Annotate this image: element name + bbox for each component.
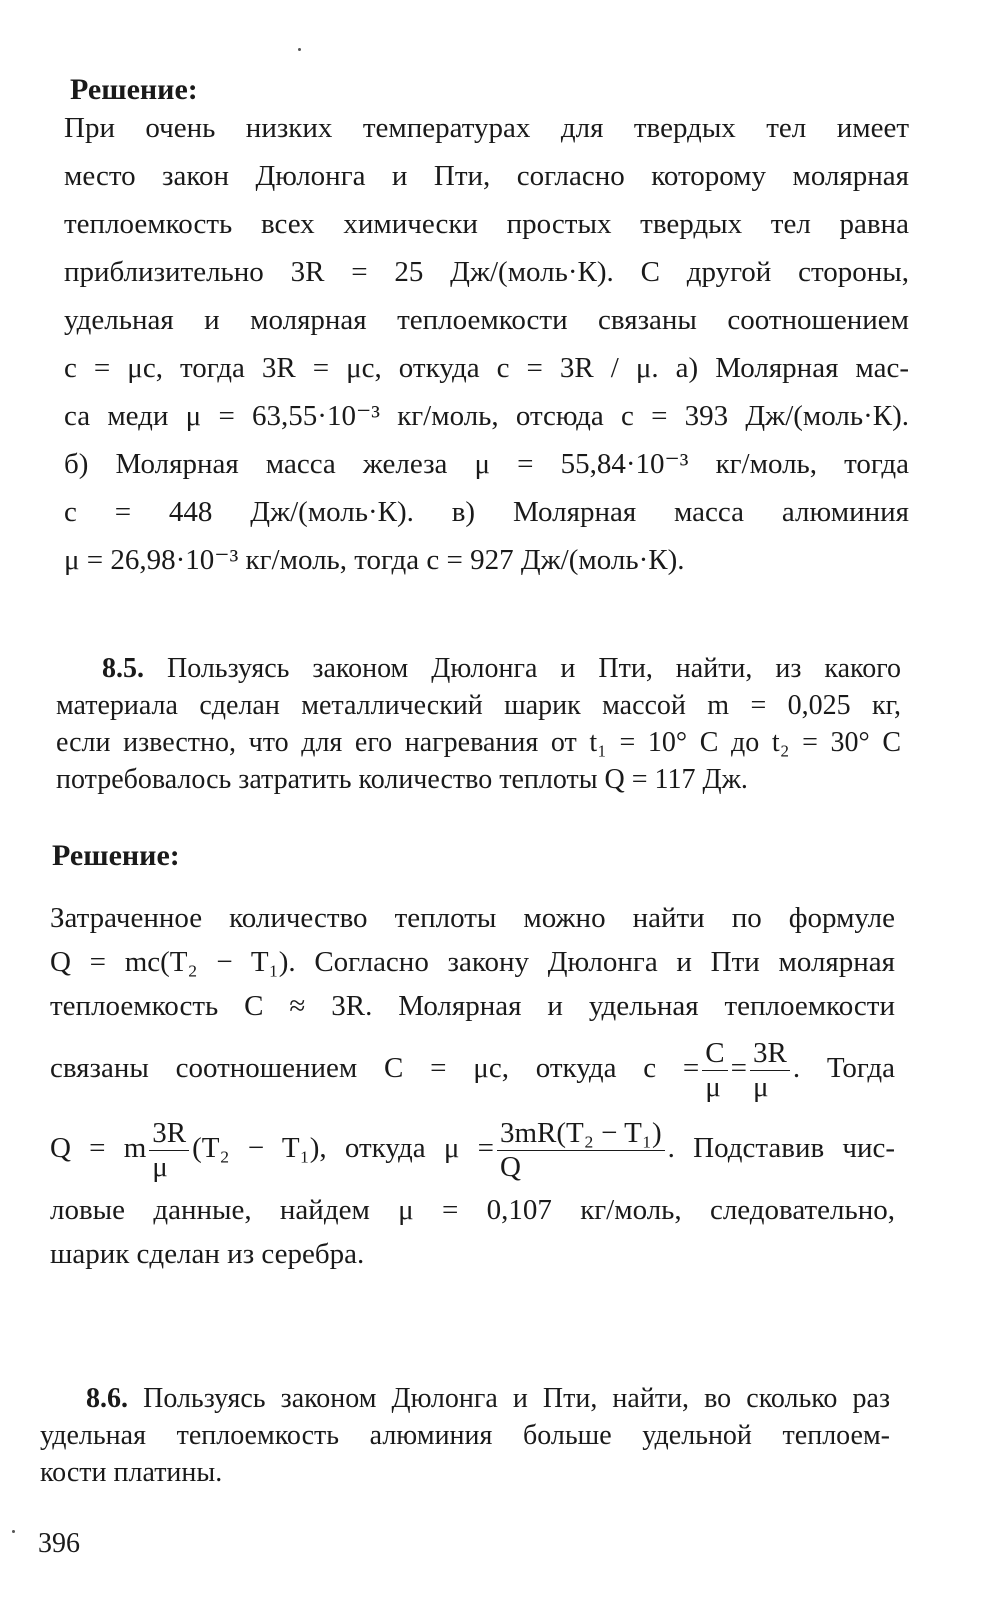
text-line: удельная и молярная теплоемкости связаны соотношением (64, 304, 909, 336)
text-line: удельная теплоемкость алюминия больше удельной теплоем- (40, 1420, 890, 1451)
speck (298, 48, 301, 51)
page-number: 396 (38, 1528, 80, 1559)
text-line: связаны соотношением C = μc, откуда c = $\frac{C}{\mu}$ = $\frac{3R}{\mu}$ . Тогда (50, 1036, 895, 1103)
fraction: $\frac{C}{\mu}$ (702, 1037, 727, 1105)
text-line: c = 448 Дж/(моль·К). в) Молярная масса алюминия (64, 496, 909, 528)
text-line: потребовалось затратить количество теплоты Q = 117 Дж. (56, 764, 748, 795)
text-line: Затраченное количество теплоты можно найти по формуле (50, 902, 895, 934)
solution-text (50, 896, 895, 1276)
text-line: ловые данные, найдем μ = 0,107 кг/моль, следовательно, (50, 1194, 895, 1226)
text-line: c = μc, тогда 3R = μc, откуда c = 3R / μ. а) Молярная мас- (64, 352, 909, 384)
text-line: теплоемкость C ≈ 3R. Молярная и удельная теплоемкости (50, 990, 895, 1022)
speck (12, 1530, 15, 1533)
solution-heading: Решение: (52, 839, 180, 872)
problem-number: 8.5. (102, 653, 144, 684)
text-line: место закон Дюлонга и Пти, согласно которому молярная (64, 160, 909, 192)
text-line: Q = mc(T₂ − T₁). Согласно закону Дюлонга и Пти молярная (50, 946, 895, 978)
text-line: μ = 26,98·10⁻³ кг/моль, тогда c = 927 Дж/(моль·К). (64, 544, 685, 576)
text-line: При очень низких температурах для твердых тел имеет (64, 112, 909, 144)
problem-number: 8.6. (86, 1383, 128, 1414)
fraction: $\frac{\text{3mR(T₂ − T₁)}}{Q}$ (497, 1117, 665, 1185)
text-line: приблизительно 3R = 25 Дж/(моль·К). С другой стороны, (64, 256, 909, 288)
text-line: шарик сделан из серебра. (50, 1238, 365, 1270)
text-line: са меди μ = 63,55·10⁻³ кг/моль, отсюда c = 393 Дж/(моль·К). (64, 400, 909, 432)
solution-heading: Решение: (70, 73, 198, 106)
text-line: Q = m $\frac{3R}{\mu}$ (T₂ − T₁), откуда μ = $\frac{\text{3mR(T₂ − T₁)}}{Q}$ . Подставив чис- (50, 1116, 895, 1183)
text-line: 8.5. Пользуясь законом Дюлонга и Пти, найти, из какого (102, 653, 901, 684)
text-line: б) Молярная масса железа μ = 55,84·10⁻³ кг/моль, тогда (64, 448, 909, 480)
solution-text (64, 104, 909, 584)
text-line: теплоемкость всех химически простых твердых тел равна (64, 208, 909, 240)
text-line: 8.6. Пользуясь законом Дюлонга и Пти, найти, во сколько раз (86, 1383, 890, 1414)
text-line: кости платины. (40, 1457, 223, 1488)
text-line: если известно, что для его нагревания от t₁ = 10° С до t₂ = 30° С (56, 727, 901, 758)
fraction: $\frac{3R}{\mu}$ (149, 1117, 189, 1185)
fraction: $\frac{3R}{\mu}$ (750, 1037, 790, 1105)
problem-8-6 (40, 1380, 890, 1491)
text-line: материала сделан металлический шарик массой m = 0,025 кг, (56, 690, 901, 721)
problem-8-5 (56, 650, 901, 798)
